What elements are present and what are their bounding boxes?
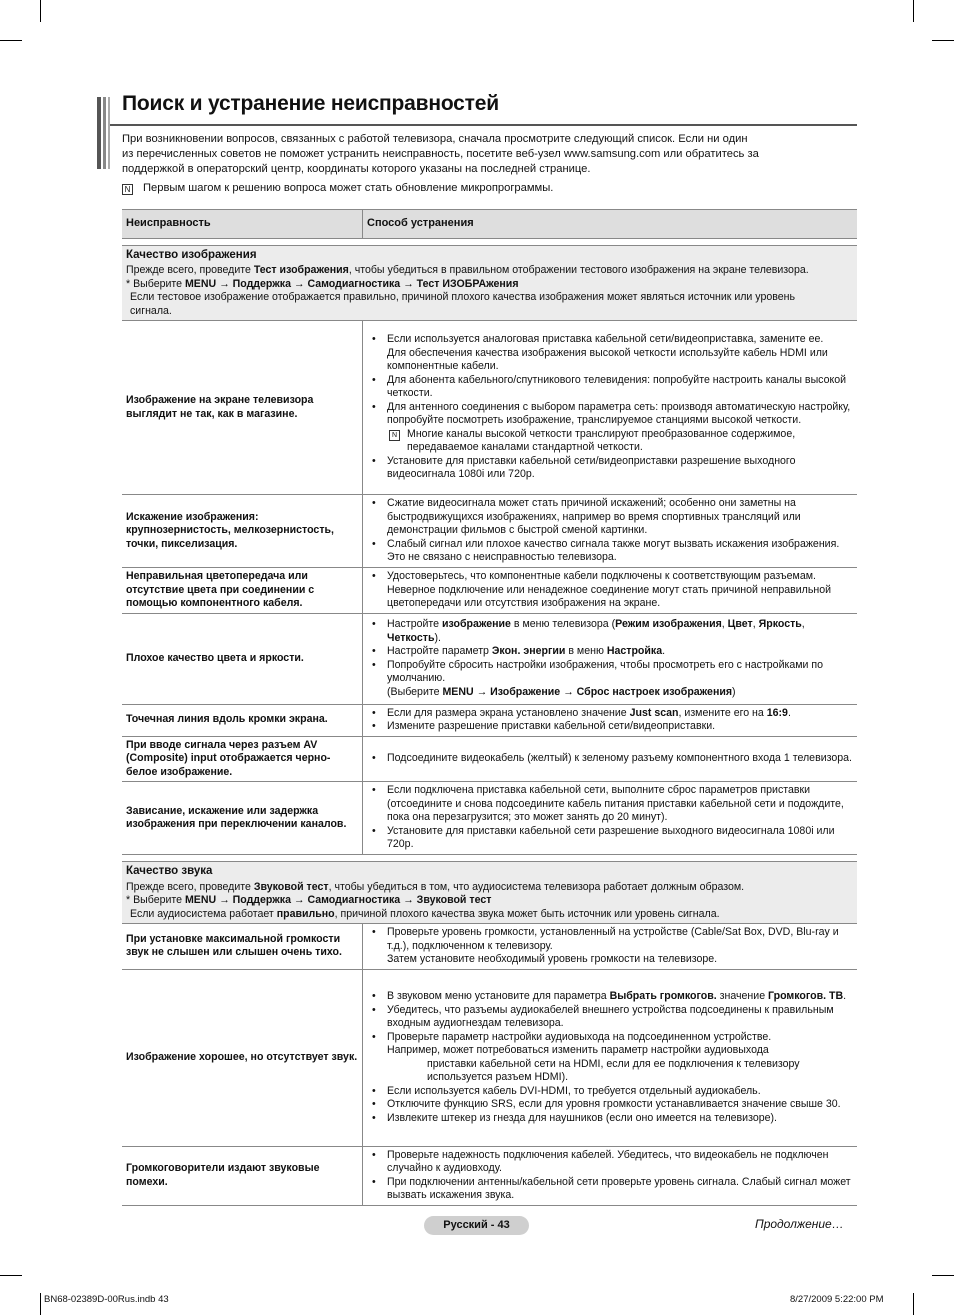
solution-cell: [363, 321, 858, 495]
page-number: Русский - 43: [424, 1216, 529, 1235]
list-note: N Многие каналы высокой четкости транслируют преобразованное содержимое, передаваемое каналами стандартной четкости.: [367, 428, 853, 455]
list-item: • Отключите функцию SRS, если для уровня громкости устанавливается значение свыше 30.: [367, 1098, 853, 1112]
solution-cell: [363, 1146, 858, 1205]
solution-cell: [363, 495, 858, 568]
list-item: • В звуковом меню установите для параметра Выбрать громкогов. значение Громкогов. ТВ.: [367, 990, 853, 1004]
crop-mark: [40, 0, 41, 22]
solution-cell: [363, 568, 858, 614]
intro-note: [122, 182, 857, 195]
list-item: • Установите для приставки кабельной сети/видеоприставки разрешение выходного видеосигнала 1080i или 720p.: [367, 455, 853, 482]
table-row: [122, 495, 857, 568]
crop-mark: [0, 40, 22, 41]
problem-cell: Громкоговорители издают звуковые помехи.: [122, 1146, 363, 1205]
column-header-solution: Способ устранения: [363, 210, 858, 239]
table-row: [122, 1146, 857, 1205]
section-line: * Выберите MENU → Поддержка → Самодиагностика → Звуковой тест: [126, 894, 492, 906]
section-line: Если аудиосистема работает правильно, причиной плохого качества звука может быть источник или уровень сигнала.: [130, 907, 720, 920]
continued-label: Продолжение…: [755, 1217, 844, 1231]
solution-cell: [363, 924, 858, 970]
page-title: Поиск и устранение неисправностей: [122, 92, 499, 115]
section-sound: [122, 862, 857, 924]
list-item: • Измените разрешение приставки кабельной сети/видеоприставки.: [367, 720, 853, 734]
intro-text: [122, 132, 857, 177]
intro-line: поддержкой в операторский центр, координаты которого указаны на последней странице.: [122, 163, 591, 175]
section-line: * Выберите MENU → Поддержка → Самодиагностика → Тест ИЗОБРАжения: [126, 277, 519, 290]
crop-mark: [0, 1275, 22, 1276]
table-row: [122, 969, 857, 1146]
list-item: • Если используется кабель DVI-HDMI, то требуется отдельный аудиокабель.: [367, 1085, 853, 1099]
intro-note-text: Первым шагом к решению вопроса может стать обновление микропрограммы.: [143, 182, 554, 194]
intro-line: При возникновении вопросов, связанных с работой телевизора, сначала просмотрите следующий список. Если ни один: [122, 133, 748, 145]
list-item: • Сжатие видеосигнала может стать причиной искажений; особенно они заметны на быстродвижущихся изображениях, например во время спортивных трансляций или демонстрации фильмов с быстрой сменой картинки.: [367, 497, 853, 538]
column-header-problem: Неисправность: [122, 210, 363, 239]
list-item: • При подключении антенны/кабельной сети проверьте уровень сигнала. Слабый сигнал может вызвать искажения звука.: [367, 1176, 853, 1203]
list-item: • Если подключена приставка кабельной сети, выполните сброс параметров приставки (отсоедините и снова подсоедините кабель питания приставки кабельной сети и подождите, пока она перезагрузится; это может занять до 20 минут).: [367, 784, 853, 825]
solution-cell: [363, 969, 858, 1146]
list-item: • Извлеките штекер из гнезда для наушников (если оно имеется на телевизоре).: [367, 1112, 853, 1126]
troubleshooting-table: [122, 209, 857, 1206]
problem-cell: Искажение изображения: крупнозернистость, мелкозернистость, точки, пикселизация.: [122, 495, 363, 568]
crop-mark: [40, 1293, 41, 1315]
note-icon: N: [389, 430, 400, 441]
list-item: • Удостоверьтесь, что компонентные кабели подключены к соответствующим разъемам. Неверное подключение или ненадежное соединение могут стать причиной неправильной цветопередачи или отсутствия изображения на экране.: [367, 570, 853, 611]
print-timestamp: 8/27/2009 5:22:00 PM: [790, 1294, 884, 1305]
crop-mark: [913, 0, 914, 22]
solution-cell: [363, 782, 858, 855]
problem-cell: Изображение на экране телевизора выглядит не так, как в магазине.: [122, 321, 363, 495]
list-item: • Установите для приставки кабельной сети разрешение выходного видеосигнала 1080i или 720p.: [367, 825, 853, 852]
problem-cell: Неправильная цветопередача или отсутствие цвета при соединении с помощью компонентного кабеля.: [122, 568, 363, 614]
list-item: • Для антенного соединения с выбором параметра сеть: производя автоматическую настройку, попробуйте посмотреть изображение, транслируемое станциями высокой четкости.: [367, 401, 853, 428]
solution-cell: [363, 613, 858, 704]
list-item: • Если используется аналоговая приставка кабельной сети/видеоприставка, замените ее. Для обеспечения качества изображения высокой четкости используйте кабель HDMI или компонентные кабели.: [367, 333, 853, 374]
crop-mark: [932, 40, 954, 41]
section-picture: [122, 245, 857, 321]
problem-cell: Зависание, искажение или задержка изображения при переключении каналов.: [122, 782, 363, 855]
list-item: • Попробуйте сбросить настройки изображения, чтобы просмотреть его с настройками по умолчанию. (Выберите MENU → Изображение → Сброс настроек изображения): [367, 659, 853, 700]
table-row: [122, 704, 857, 736]
problem-cell: При вводе сигнала через разъем AV (Composite) input отображается черно-белое изображение.: [122, 736, 363, 782]
problem-cell: Точечная линия вдоль кромки экрана.: [122, 704, 363, 736]
list-item: • Если для размера экрана установлено значение Just scan, измените его на 16:9.: [367, 707, 853, 721]
file-name: BN68-02389D-00Rus.indb 43: [44, 1294, 169, 1305]
table-header: [122, 210, 857, 239]
problem-cell: Изображение хорошее, но отсутствует звук.: [122, 969, 363, 1146]
crop-mark: [913, 1293, 914, 1315]
table-row: [122, 782, 857, 855]
list-item: • Проверьте уровень громкости, установленный на устройстве (Cable/Sat Box, DVD, Blu-ray и т.д.), подключенном к телевизору. Затем установите необходимый уровень громкости на телевизоре.: [367, 926, 853, 967]
list-item: • Настройте параметр Экон. энергии в меню Настройка.: [367, 645, 853, 659]
list-item: • Проверьте надежность подключения кабелей. Убедитесь, что видеокабель не подключен случайно к аудиовходу.: [367, 1149, 853, 1176]
section-line: Прежде всего, проведите Звуковой тест, чтобы убедиться в том, что аудиосистема телевизора работает должным образом.: [126, 880, 745, 893]
title-rule: [110, 124, 857, 126]
table-row: [122, 568, 857, 614]
crop-mark: [932, 1275, 954, 1276]
table-row: [122, 613, 857, 704]
list-item: • Слабый сигнал или плохое качество сигнала также могут вызвать искажения изображения. Это не связано с неисправностью телевизора.: [367, 538, 853, 565]
section-title: Качество звука: [126, 865, 213, 877]
section-line: Если тестовое изображение отображается правильно, причиной плохого качества изображения может являться источник или уровень: [130, 291, 796, 303]
spacer: [122, 238, 857, 245]
section-line: сигнала.: [130, 304, 172, 317]
list-item: • Настройте изображение в меню телевизора (Режим изображения, Цвет, Яркость, Четкость).: [367, 618, 853, 645]
section-title: Качество изображения: [126, 248, 257, 261]
solution-cell: [363, 736, 858, 782]
problem-cell: При установке максимальной громкости звук не слышен или слышен очень тихо.: [122, 924, 363, 970]
list-item: • Для абонента кабельного/спутникового телевидения: попробуйте настроить каналы высокой четкости.: [367, 374, 853, 401]
table-row: [122, 736, 857, 782]
intro-line: из перечисленных советов не поможет устранить неисправность, посетите веб-узел www.samsung.com или обратитесь за: [122, 148, 759, 160]
table-row: [122, 321, 857, 495]
table-row: [122, 924, 857, 970]
spacer: [122, 855, 857, 862]
list-item: • Подсоедините видеокабель (желтый) к зеленому разъему компонентного входа 1 телевизора.: [367, 752, 853, 766]
list-item: • Проверьте параметр настройки аудиовыхода на подсоединенном устройстве. Например, может потребоваться изменить параметр настройки аудиовыхода приставки кабельной сети на HDMI, если для ее подключения к телевизору используется разъем HDMI).: [367, 1031, 853, 1085]
list-item: • Убедитесь, что разъемы аудиокабелей внешнего устройства подсоединены к правильным входным аудиогнездам телевизора.: [367, 1004, 853, 1031]
problem-cell: Плохое качество цвета и яркости.: [122, 613, 363, 704]
solution-cell: [363, 704, 858, 736]
note-icon: N: [122, 184, 133, 195]
section-line: Прежде всего, проведите Тест изображения, чтобы убедиться в правильном отображении тестового изображения на экране телевизора.: [126, 264, 809, 276]
